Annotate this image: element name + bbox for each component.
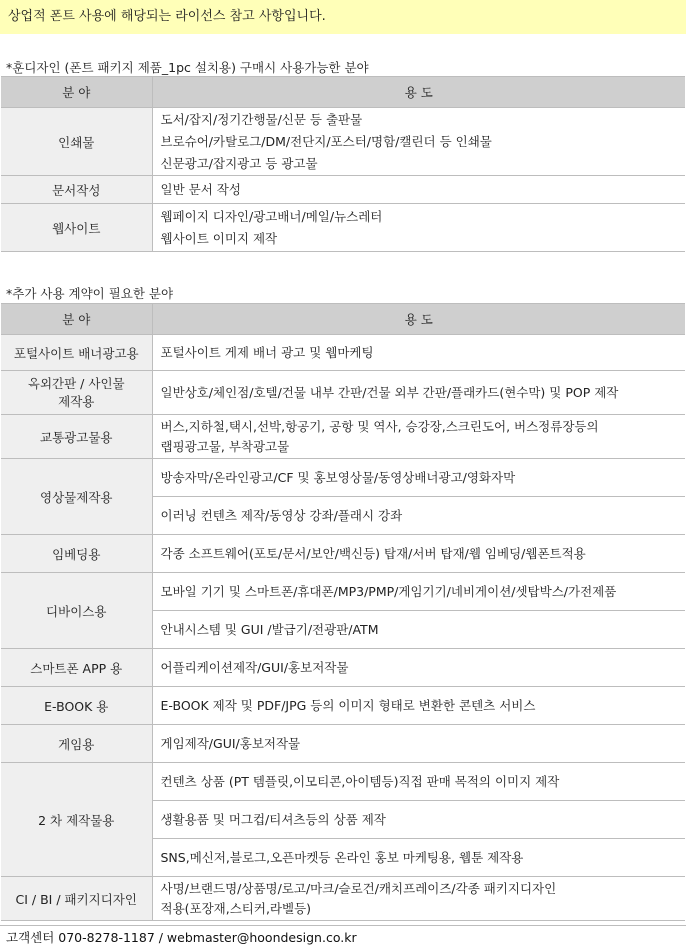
table-row — [1, 763, 685, 801]
usage-cell — [152, 687, 685, 725]
header-field: 분 야 — [1, 304, 152, 335]
usage-line: 각종 소프트웨어(포토/문서/보안/백신등) 탑재/서버 탑재/웹 임베딩/웹폰트적용 — [160, 545, 586, 561]
field-cell — [1, 371, 152, 415]
usage-line: 일반상호/체인점/호텔/건물 내부 간판/건물 외부 간판/플래카드(현수막) 및 POP 제작 — [160, 384, 619, 400]
field-cell: 2 차 제작물용 — [1, 763, 152, 877]
usage-line: 포털사이트 게제 배너 광고 및 웹마케팅 — [160, 344, 374, 360]
header-field: 분 야 — [1, 77, 152, 108]
usage-cell — [152, 108, 685, 176]
usage-line: 이러닝 컨텐츠 제작/동영상 강좌/플래시 강좌 — [160, 507, 403, 523]
table-contract-required-uses — [1, 303, 685, 921]
table-row — [1, 725, 685, 763]
field-cell: 교통광고물용 — [1, 415, 152, 459]
field-line: 제작용 — [58, 393, 95, 409]
header-usage: 용 도 — [152, 77, 685, 108]
usage-cell — [152, 335, 685, 371]
field-cell: CI / BI / 패키지디자인 — [1, 877, 152, 921]
usage-line: 컨텐츠 상품 (PT 템플릿,이모티콘,아이템등)직접 판매 목적의 이미지 제작 — [160, 773, 560, 789]
usage-line: 적용(포장재,스티커,라벨등) — [160, 900, 312, 916]
usage-line: 일반 문서 작성 — [160, 181, 241, 197]
usage-line: 안내시스템 및 GUI /발급기/전광판/ATM — [160, 621, 379, 637]
usage-line: 랩핑광고물, 부착광고물 — [160, 438, 290, 454]
field-line: 옥외간판 / 사인물 — [27, 375, 125, 391]
usage-line: 브로슈어/카탈로그/DM/전단지/포스터/명함/캘린더 등 인쇄물 — [160, 133, 492, 149]
usage-cell — [152, 497, 685, 535]
field-cell: 게임용 — [1, 725, 152, 763]
usage-cell — [152, 371, 685, 415]
usage-line: 생활용품 및 머그컵/티셔츠등의 상품 제작 — [160, 811, 386, 827]
table-row — [1, 535, 685, 573]
usage-line: 어플리케이션제작/GUI/홍보저작물 — [160, 659, 349, 675]
table-row — [1, 687, 685, 725]
table-row — [1, 371, 685, 415]
usage-cell — [152, 763, 685, 801]
usage-line: 방송자막/온라인광고/CF 및 홍보영상물/동영상배너광고/영화자막 — [160, 469, 516, 485]
field-cell: 임베딩용 — [1, 535, 152, 573]
table-header — [1, 77, 685, 108]
usage-cell — [152, 535, 685, 573]
section1-title: *훈디자인 (폰트 패키지 제품_1pc 설치용) 구매시 사용가능한 분야 — [6, 60, 369, 75]
usage-cell — [152, 415, 685, 459]
notice-banner: 상업적 폰트 사용에 해당되는 라이선스 참고 사항입니다. — [0, 0, 686, 34]
field-cell: E-BOOK 용 — [1, 687, 152, 725]
field-cell: 문서작성 — [1, 176, 152, 204]
table-row — [1, 204, 685, 252]
usage-cell — [152, 204, 685, 252]
usage-line: 웹사이트 이미지 제작 — [160, 230, 278, 246]
usage-line: 버스,지하철,택시,선박,항공기, 공항 및 역사, 승강장,스크린도어, 버스정류장등의 — [160, 418, 599, 434]
usage-cell — [152, 725, 685, 763]
table-header — [1, 304, 685, 335]
usage-line: 게임제작/GUI/홍보저작물 — [160, 735, 301, 751]
usage-cell — [152, 459, 685, 497]
table-row — [1, 108, 685, 176]
field-cell: 디바이스용 — [1, 573, 152, 649]
usage-line: 도서/잡지/정기간행물/신문 등 출판물 — [160, 111, 363, 127]
usage-cell — [152, 801, 685, 839]
usage-line: 모바일 기기 및 스마트폰/휴대폰/MP3/PMP/게임기기/네비게이션/셋탑박스/가전제품 — [160, 583, 617, 599]
table-row — [1, 649, 685, 687]
usage-line: 신문광고/잡지광고 등 광고물 — [160, 155, 318, 171]
usage-cell — [152, 877, 685, 921]
usage-cell — [152, 839, 685, 877]
usage-cell — [152, 573, 685, 611]
footer-contact: 고객센터 070-8278-1187 / webmaster@hoondesign.co.kr — [0, 925, 686, 951]
usage-line: E-BOOK 제작 및 PDF/JPG 등의 이미지 형태로 변환한 콘텐츠 서비스 — [160, 697, 536, 713]
usage-cell — [152, 649, 685, 687]
field-cell: 포털사이트 배너광고용 — [1, 335, 152, 371]
usage-line: 웹페이지 디자인/광고배너/메일/뉴스레터 — [160, 208, 383, 224]
usage-cell — [152, 611, 685, 649]
table-row — [1, 877, 685, 921]
field-cell: 영상물제작용 — [1, 459, 152, 535]
section2-title: *추가 사용 계약이 필요한 분야 — [6, 286, 174, 301]
table-row — [1, 459, 685, 497]
usage-line: 사명/브랜드명/상품명/로고/마크/슬로건/캐치프레이즈/각종 패키지디자인 — [160, 880, 557, 896]
table-row — [1, 573, 685, 611]
field-cell: 웹사이트 — [1, 204, 152, 252]
header-usage: 용 도 — [152, 304, 685, 335]
usage-cell — [152, 176, 685, 204]
field-cell: 인쇄물 — [1, 108, 152, 176]
table-row — [1, 176, 685, 204]
table-row — [1, 335, 685, 371]
table-row — [1, 415, 685, 459]
field-cell: 스마트폰 APP 용 — [1, 649, 152, 687]
table-available-uses — [1, 76, 685, 252]
usage-line: SNS,메신저,블로그,오픈마켓등 온라인 홍보 마케팅용, 웹툰 제작용 — [160, 849, 524, 865]
